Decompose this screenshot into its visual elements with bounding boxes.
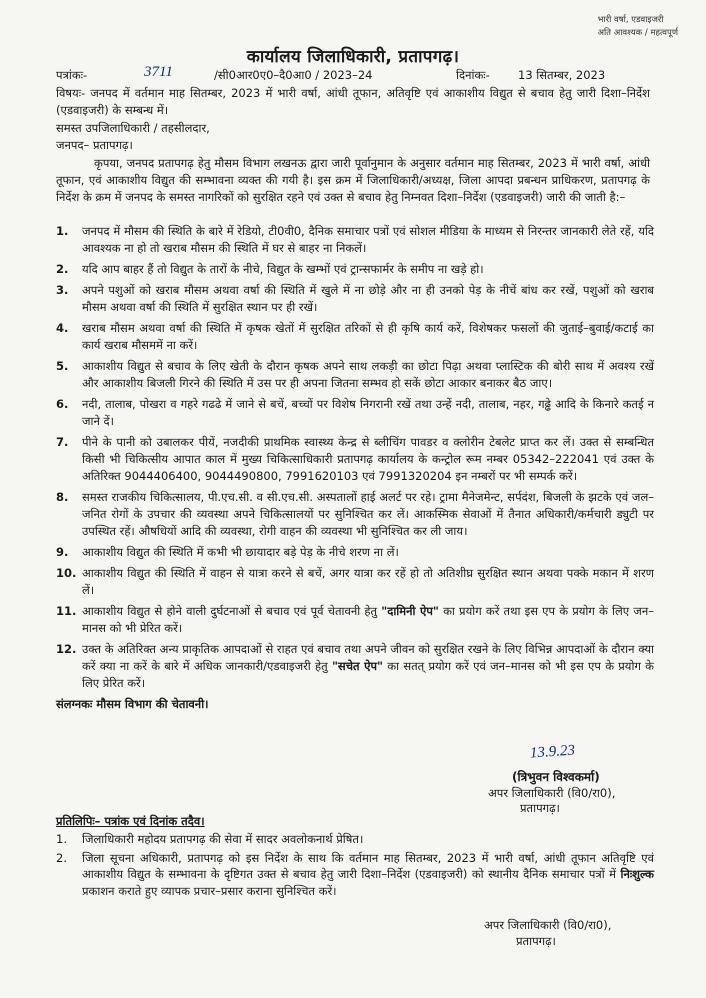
item-text-after: का प्रयोग करें तथा इस एप के प्रयोग के लिए जन–मानस को भी प्रेरित करें। [82,604,654,635]
item-number: 2. [56,850,67,865]
list-item [56,223,654,257]
item-text [82,641,654,692]
subject-line: विषयः- जनपद में वर्तमान माह सितम्बर, 2023 में भारी वर्षा, आंधी तूफान, अतिवृष्टि एवं आकाशीय विद्युत से बचाव हेतु जारी दिशा–निर्देश (एडवाइजरी) के सम्बन्ध में। [56,86,650,117]
item-number: 3. [56,283,69,297]
sachet-app-name: "सचेत ऐप" [331,659,384,673]
item-text: खराब मौसम अथवा वर्षा की स्थिति में कृषक खेतों में सुरक्षित तरिकों से ही कृषि कार्य करें, विशेषकर फसलों की जुताई–बुवाई/कटाई का कार्य खराब मौसममें ना करें। [82,321,654,352]
item-text: समस्त राजकीय चिकित्सालय, पी.एच.सी. व सी.एच.सी. अस्पतालों हाई अलर्ट पर रहे। ट्रामा मैनेजमेन्ट, सर्पदंश, बिजली के झटके एवं जल–जनित रोगों के उपचार की व्यवस्था अपने चिकित्सालयों पर सुनिश्चित कर लें। आकस्मिक सेवाओं में तैनात अधिकारी/कर्मचारी ड्युटी पर उपस्थित रहें। औषधियों आदि की व्यवस्था, रोगी वाहन की व्यवस्था भी सुनिश्चित कर ली जाय। [82,490,654,538]
item-text: जनपद में मौसम की स्थिति के बारे में रेडियो, टी0वी0, दैनिक समाचार पत्रों एवं सोशल मीडिया के माध्यम से निरन्तर जानकारी लेते रहें, यदि आवश्यक ना हो तो खराब मौसम की स्थिति में घर से बाहर ना निकलें। [82,224,654,255]
signatory-designation: अपर जिलाधिकारी (वि0/रा0), [488,786,616,800]
reference-row [56,64,646,84]
item-text: जिलाधिकारी महोदय प्रतापगढ़ की सेवा में सादर अवलोकनार्थ प्रेषित। [82,832,364,846]
handwritten-signature: 13.9.23 [529,742,576,762]
list-item [56,320,654,354]
list-item [56,641,654,692]
office-title: कार्यालय जिलाधिकारी, प्रतापगढ़। [246,47,460,67]
footer-designation: अपर जिलाधिकारी (वि0/रा0), [484,918,612,932]
list-item [56,603,654,637]
item-text: आकाशीय विद्युत की स्थिति में कभी भी छायादार बड़े पेड़ के नीचे शरण ना लें। [82,545,399,559]
item-text: यदि आप बाहर हैं तो विद्युत के तारों के नीचे, विद्युत के खम्भों एवं ट्रान्सफार्मर के समीप ना खड़े हो। [82,262,484,276]
copy-heading: प्रतिलिपिः– पत्रांक एवं दिनांक तदैव। [56,814,205,828]
priority-stamp [597,14,678,40]
stamp-line-1: भारी वर्षा, एडवाइजरी [597,15,664,25]
item-text-after: प्रकाशन कराते हुए व्यापक प्रचार–प्रसार कराना सुनिश्चित करें। [82,883,337,898]
list-item [56,489,654,540]
free-of-charge: निःशुल्क [620,867,654,881]
copy-list [56,831,654,901]
stamp-line-2: अति आवश्यक / महत्वपूर्ण [597,28,678,38]
intro-paragraph: कृपया, जनपद प्रतापगढ़ हेतु मौसम विभाग लखनऊ द्वारा जारी पूर्वानुमान के अनुसार वर्तमान माह सितम्बर, 2023 में भारी वर्षा, आंधी तूफान, एवं आकाशीय विद्युत की सम्भावना व्यक्त की गयी है। इस क्रम में जिलाधिकारी/अध्यक्ष, जिला आपदा प्रबन्धन प्राधिकरण, प्रतापगढ़ के निर्देश के क्रम में जनपद के समस्त नागरिकों को सुरक्षित रहने एवं उक्त से बचाव हेतु निम्नवत दिशा–निर्देश (एडवाइजरी) जारी की जाती है:– [56,156,650,204]
item-number: 4. [56,321,69,335]
item-text-after: का सतत् प्रयोग करें एवं जन–मानस को भी इस एप के प्रयोग के लिए प्रेरित करें। [82,659,654,690]
item-text: नदी, तालाब, पोखरा व गहरे गढढे में जाने से बचें, बच्चों पर विशेष निगरानी रखें तथा उन्हें नदी, तालाब, नहर, गढ्ढे आदि के किनारे कतई न जाने दें। [82,397,654,428]
item-text: आकाशीय विद्युत से बचाव के लिए खेती के दौरान कृषक अपने साथ लकड़ी का छोटा पिढ़ा अथवा प्लास्टिक की बोरी साथ में अवश्य रखें और आकाशीय बिजली गिरने की स्थिति में उस पर ही अपना जितना सम्भव हो सकें छोटा आकार बनाकर बैठ जाए। [82,359,654,390]
item-text: अपने पशुओं को खराब मौसम अथवा वर्षा की स्थिति में खुले में ना छोड़े और ना ही उनको पेड़ के नीचें बांध कर रखें, पशुओं को खराब मौसम अथवा वर्षा की स्थिति में सुरक्षित स्थान पर ही रखें। [82,283,654,314]
list-item [56,565,654,599]
ref-label: पत्रांकः- [56,68,88,82]
item-number: 1. [56,832,67,846]
footer-place: प्रतापगढ़। [516,934,556,948]
ref-number: 3711 [144,64,173,80]
list-item [56,282,654,316]
list-item [56,358,654,392]
item-text: पीने के पानी को उबालकर पीयें, नजदीकी प्राथमिक स्वास्थ्य केन्द्र से ब्लीचिंग पावडर व क्लोरीन टेबलेट प्राप्त कर लें। उक्त से सम्बन्धित किसी भी चिकित्सीय आपात काल में मुख्य चिकित्साधिकारी प्रतापगढ़ कार्यालय के कन्ट्रोल रूम नम्बर 05342–222041 एवं उक्त के अतिरिक्त 9044406400, 9044490800, 7991620103 एवं 7991320204 इन नम्बरों पर भी सम्पर्क करें। [82,435,654,483]
recipient [56,120,650,154]
item-number: 2. [56,262,69,276]
item-number: 6. [56,397,69,411]
item-text-before: आकाशीय विद्युत से होने वाली दुर्घटनाओं से बचाव एवं पूर्व चेतावनी हेतु [82,604,378,618]
list-item [56,850,654,900]
enclosure-note: संलग्नकः मौसम विभाग की चेतावनी। [56,697,209,711]
recipient-line-1: समस्त उपजिलाधिकारी / तहसीलदार, [56,121,210,135]
item-number: 10. [56,566,77,580]
item-text: आकाशीय विद्युत की स्थिति में वाहन से यात्रा करने से बचें, अगर यात्रा कर रहें हो तो अतिशीघ्र सुरक्षित स्थान अथवा पक्के मकान में शरण लें। [82,566,654,597]
item-number: 7. [56,435,69,449]
list-item [56,434,654,485]
signatory-name: (त्रिभुवन विश्वकर्मा) [512,770,600,784]
damini-app-name: "दामिनी ऐप" [381,604,439,618]
date-label: दिनांकः- [456,68,490,82]
list-item [56,261,654,278]
item-text [82,850,654,900]
item-text-before: जिला सूचना अधिकारी, प्रतापगढ़ को इस निर्देश के साथ कि वर्तमान माह सितम्बर, 2023 में भारी वर्षा, आंधी तूफान अतिवृष्टि एवं आकाशीय विद्युत के सम्भावना के दृष्टिगत उक्त से बचाव हेतु जारी दिशा–निर्देश (एडवाइजरी) को स्थानीय दैनिक समाचार पत्रों में [82,850,654,881]
item-text [82,603,654,637]
recipient-line-2: जनपद– प्रतापगढ़। [56,138,133,152]
signatory-place: प्रतापगढ़। [520,801,560,815]
item-text-before: उक्त के अतिरिक्त अन्य प्राकृतिक आपदाओं से राहत एवं बचाव तथा अपने जीवन को सुरक्षित रखने के लिए विभिन्न आपदाओं के दौरान क्या करें क्या ना करें के बारे में अधिक जानकारी/एडवाइजरी हेतु [82,642,654,673]
item-number: 1. [56,224,69,238]
item-number: 12. [56,642,77,656]
item-number: 9. [56,545,69,559]
list-item [56,544,654,561]
list-item [56,396,654,430]
item-number: 5. [56,359,69,373]
ref-code: /सी0आर0ए0–दै0आ0 / 2023–24 [214,68,373,82]
date-value: 13 सितम्बर, 2023 [518,68,606,82]
item-number: 11. [56,604,77,618]
list-item [56,831,654,848]
directive-list [56,223,654,713]
item-number: 8. [56,490,69,504]
